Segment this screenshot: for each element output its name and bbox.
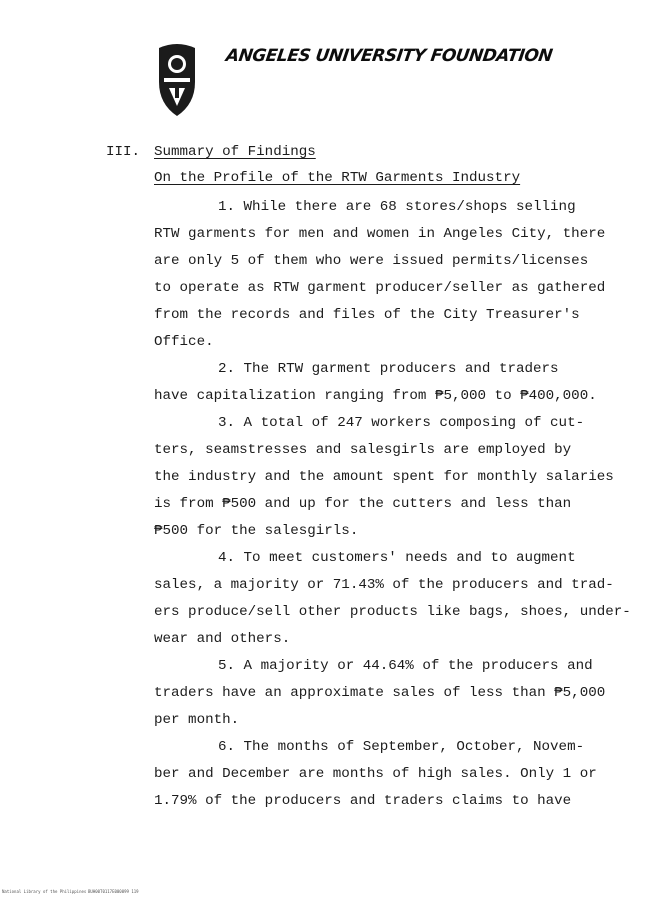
paragraph-line: traders have an approximate sales of less than ₱5,000 [154,685,606,701]
paragraph-line: are only 5 of them who were issued permits/licenses [154,253,589,269]
paragraph-line: to operate as RTW garment producer/seller as gathered [154,280,606,296]
footer-code: BUH00T0117E000099 119 [88,889,139,894]
paragraph-line: 2. The RTW garment producers and traders [218,361,559,377]
paragraph-line: ₱500 for the salesgirls. [154,523,359,539]
paragraph-line: per month. [154,712,240,728]
paragraph-line: the industry and the amount spent for monthly salaries [154,469,614,485]
paragraph-line: Office. [154,334,214,350]
paragraph-line: 1. While there are 68 stores/shops selling [218,199,576,215]
footer-library: National Library of the Philippines [2,889,87,894]
paragraph-line: 6. The months of September, October, Novem- [218,739,585,755]
paragraph-line: 3. A total of 247 workers composing of cut- [218,415,585,431]
paragraph-line: have capitalization ranging from ₱5,000 to ₱400,000. [154,388,597,404]
paragraph-line: 1.79% of the producers and traders claims to have [154,793,572,809]
paragraph-line: from the records and files of the City Treasurer's [154,307,580,323]
paragraph-line: ers produce/sell other products like bags, shoes, under- [154,604,631,620]
organization-name: ANGELES UNIVERSITY FOUNDATION [224,46,554,66]
paragraph-line: is from ₱500 and up for the cutters and less than [154,496,572,512]
paragraph-line: RTW garments for men and women in Angeles City, there [154,226,606,242]
section-subtitle: On the Profile of the RTW Garments Industry [154,170,521,186]
paragraph-line: ters, seamstresses and salesgirls are employed by [154,442,572,458]
paragraph-line: ber and December are months of high sales. Only 1 or [154,766,597,782]
section-number: III. [106,144,141,160]
section-title: Summary of Findings [154,144,316,160]
paragraph-line: 4. To meet customers' needs and to augment [218,550,576,566]
paragraph-line: wear and others. [154,631,291,647]
university-seal-icon [155,42,199,118]
paragraph-line: sales, a majority or 71.43% of the producers and trad- [154,577,614,593]
paragraph-line: 5. A majority or 44.64% of the producers and [218,658,593,674]
